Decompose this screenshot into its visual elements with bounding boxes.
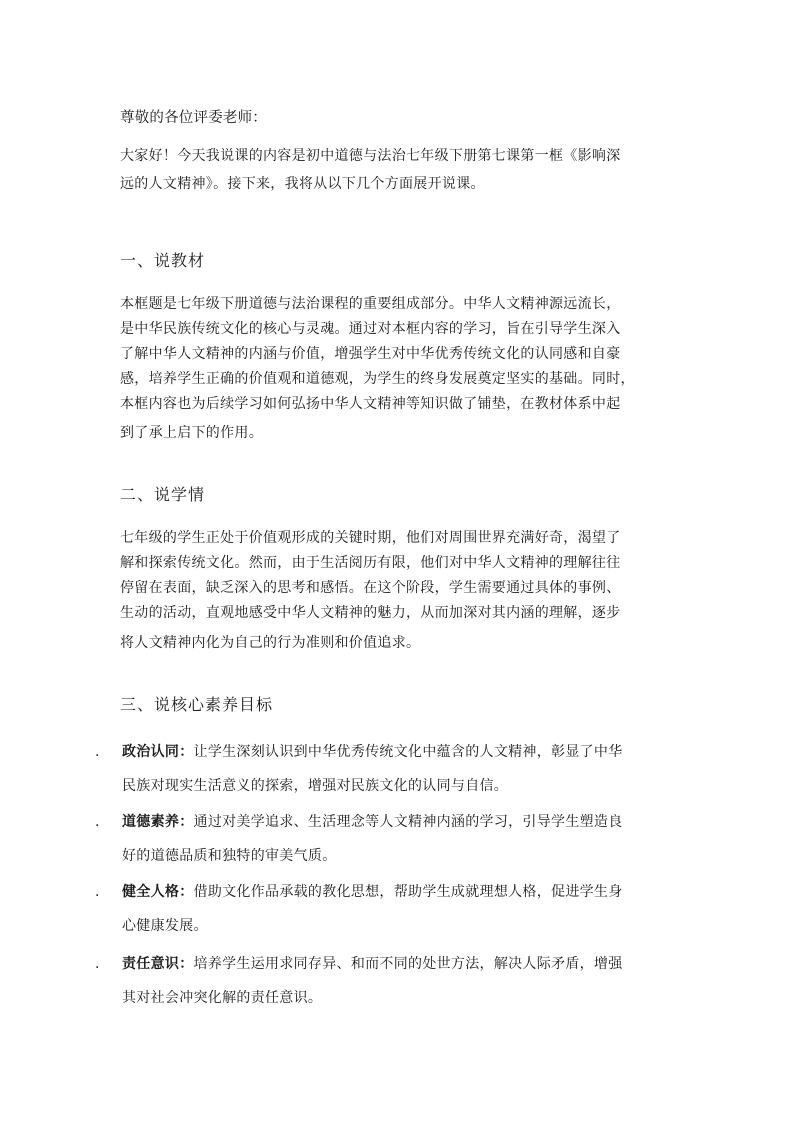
goal-text: 让学生深刻认识到中华优秀传统文化中蕴含的人文精神，彰显了中华	[193, 744, 623, 760]
textbook-line: 感，培养学生正确的价值观和道德观，为学生的终身发展奠定坚实的基础。同时，	[120, 371, 635, 387]
intro-line: 远的人文精神》。接下来，我将从以下几个方面展开说课。	[120, 176, 485, 192]
students-line: 停留在表面，缺乏深入的思考和感悟。在这个阶段，学生需要通过具体的事例、	[120, 580, 621, 596]
students-line: 生动的活动，直观地感受中华人文精神的魅力，从而加深对其内涵的理解，逐步	[120, 605, 621, 621]
goal-political-identity	[122, 742, 678, 810]
goal-term: 健全人格	[122, 884, 180, 900]
goal-sound-personality	[122, 882, 678, 950]
textbook-line: 本框内容也为后续学习如何弘扬中华人文精神等知识做了铺垫，在教材体系中起	[120, 396, 621, 412]
students-line: 七年级的学生正处于价值观形成的关键时期，他们对周围世界充满好奇，渴望了	[120, 530, 621, 546]
intro-line: 大家好！今天我说课的内容是初中道德与法治七年级下册第七课第一框《影响深	[120, 148, 621, 164]
students-paragraph	[120, 526, 676, 656]
goal-text: 培养学生运用求同存异、和而不同的处世方法，解决人际矛盾，增强	[193, 956, 623, 972]
students-line: 解和探索传统文化。然而，由于生活阅历有限，他们对中华人文精神的理解往往	[120, 555, 621, 571]
bullet-marker: .	[95, 814, 100, 830]
textbook-line: 是中华民族传统文化的核心与灵魂。通过对本框内容的学习，旨在引导学生深入	[120, 321, 621, 337]
goal-separator: ：	[179, 884, 194, 900]
section-heading-textbook: 一、说教材	[120, 251, 206, 270]
textbook-line: 了解中华人文精神的内涵与价值，增强学生对中华优秀传统文化的认同感和自豪	[120, 346, 621, 362]
greeting: 尊敬的各位评委老师：	[120, 110, 267, 126]
goal-text: 借助文化作品承载的教化思想，帮助学生成就理想人格，促进学生身	[193, 884, 623, 900]
goal-separator: ：	[179, 814, 194, 830]
textbook-line: 本框题是七年级下册道德与法治课程的重要组成部分。中华人文精神源远流长，	[120, 296, 621, 312]
goal-text-continued: 民族对现实生活意义的探索，增强对民族文化的认同与自信。	[122, 778, 509, 794]
textbook-paragraph	[120, 292, 676, 446]
goal-separator: ：	[179, 956, 194, 972]
goal-text-continued: 其对社会冲突化解的责任意识。	[122, 990, 323, 1006]
students-line: 将人文精神内化为自己的行为准则和价值追求。	[120, 635, 421, 651]
goal-text-continued: 好的道德品质和独特的审美气质。	[122, 848, 337, 864]
section-heading-students: 二、说学情	[120, 485, 206, 504]
goal-term: 责任意识	[122, 956, 180, 972]
bullet-marker: .	[95, 744, 100, 760]
bullet-marker: .	[95, 884, 100, 900]
bullet-marker: .	[95, 956, 100, 972]
goal-sense-of-responsibility	[122, 954, 678, 1022]
section-heading-core-literacy: 三、说核心素养目标	[120, 695, 274, 714]
goal-separator: ：	[179, 744, 194, 760]
goal-moral-literacy	[122, 812, 678, 880]
goal-text-continued: 心健康发展。	[122, 918, 208, 934]
goal-text: 通过对美学追求、生活理念等人文精神内涵的学习，引导学生塑造良	[193, 814, 623, 830]
goal-term: 道德素养	[122, 814, 180, 830]
textbook-line: 到了承上启下的作用。	[120, 425, 263, 441]
goal-term: 政治认同	[122, 744, 180, 760]
intro-paragraph	[120, 142, 676, 198]
